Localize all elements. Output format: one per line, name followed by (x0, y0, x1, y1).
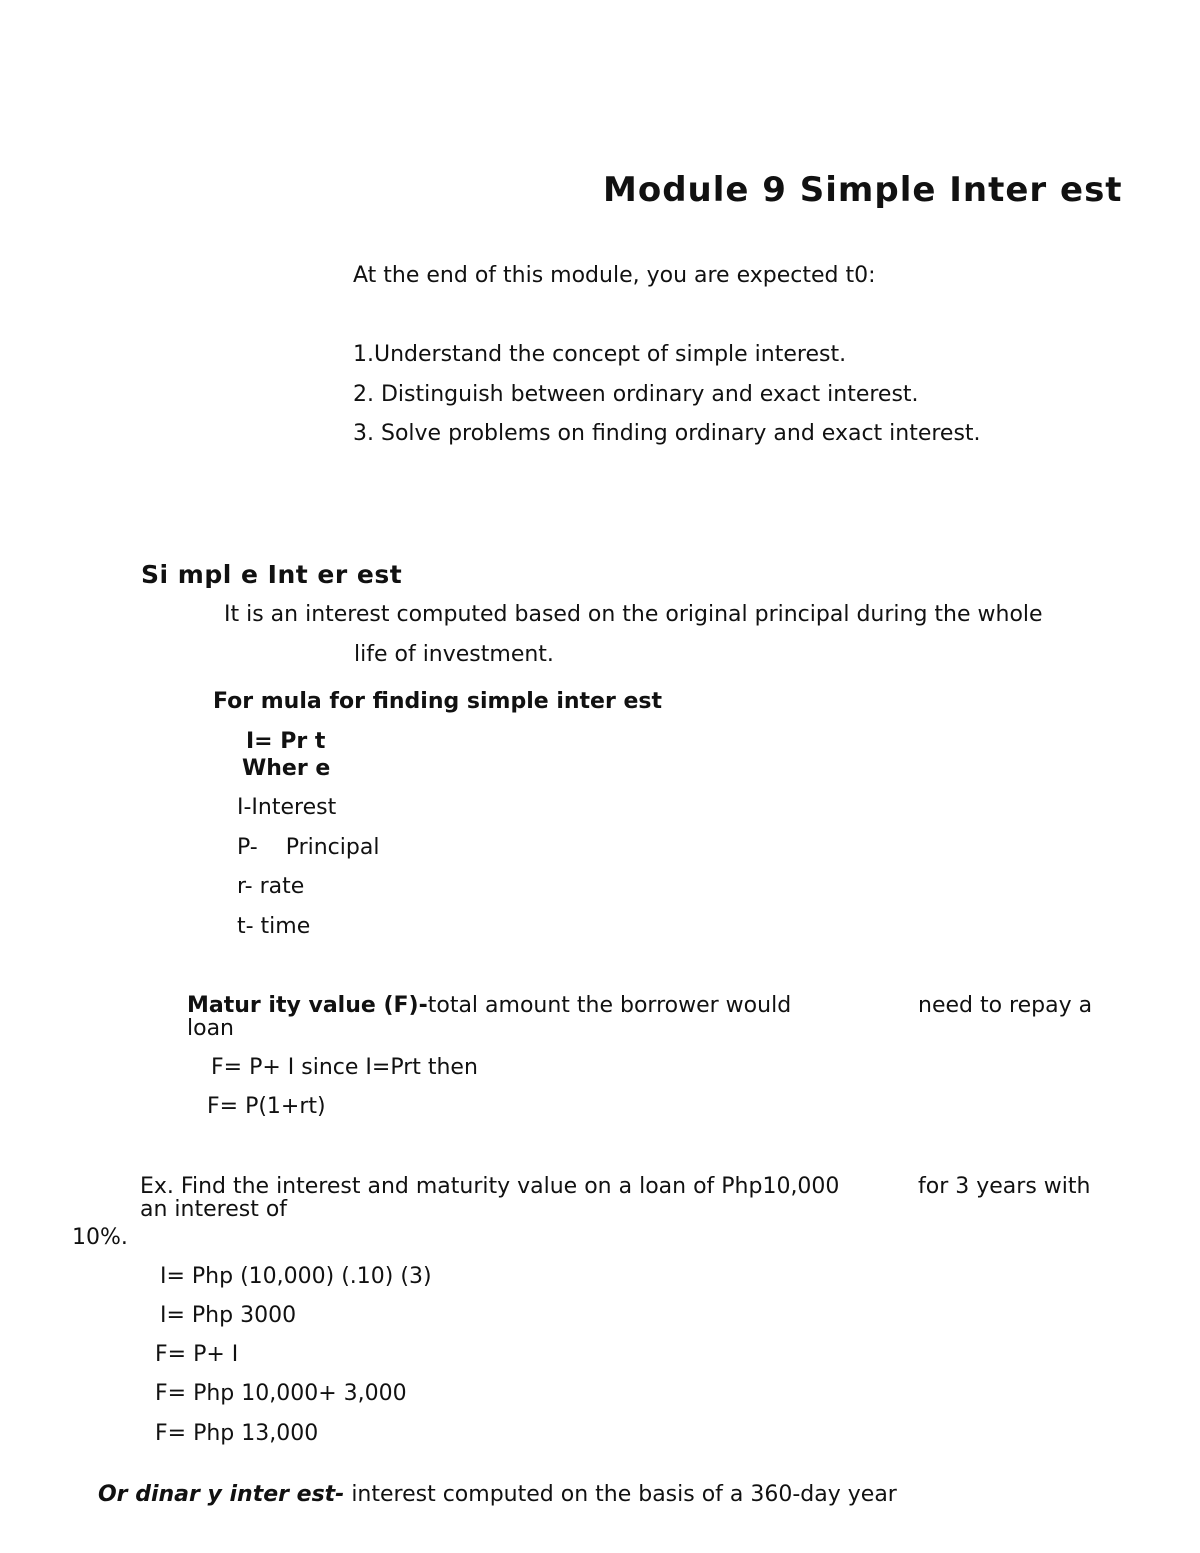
objective-item: 2. Distinguish between ordinary and exact interest. (353, 382, 919, 407)
formula-heading: For mula for finding simple inter est (213, 689, 663, 714)
section-heading: Si mpl e Int er est (141, 560, 403, 589)
example-text: an interest of (140, 1197, 288, 1222)
maturity-formula: F= P(1+rt) (207, 1094, 326, 1119)
maturity-term: Matur ity value (F)- (187, 993, 428, 1018)
ordinary-interest-text: interest computed on the basis of a 360-day year (344, 1482, 897, 1507)
ordinary-interest-term: Or dinar y inter est- (97, 1482, 345, 1507)
example-step: F= Php 10,000+ 3,000 (155, 1381, 407, 1406)
definition-text: It is an interest computed based on the original principal during the whole (224, 602, 1043, 627)
example-text: 10%. (72, 1225, 128, 1250)
maturity-text: need to repay a (918, 993, 1093, 1018)
variable-item: P- Principal (237, 835, 380, 860)
maturity-formula: F= P+ I since I=Prt then (211, 1055, 478, 1080)
example-step: I= Php (10,000) (.10) (3) (160, 1264, 432, 1289)
example-step: I= Php 3000 (160, 1303, 297, 1328)
maturity-text: loan (187, 1016, 234, 1041)
objective-item: 3. Solve problems on finding ordinary and exact interest. (353, 421, 981, 446)
example-text: Ex. Find the interest and maturity value on a loan of Php10,000 (140, 1174, 840, 1199)
page-title: Module 9 Simple Inter est (603, 170, 1123, 210)
ordinary-interest-definition (70, 1462, 897, 1528)
formula: I= Pr t (246, 729, 326, 754)
example-step: F= Php 13,000 (155, 1421, 319, 1446)
objective-item: 1.Understand the concept of simple interest. (353, 342, 847, 367)
variable-item: t- time (237, 914, 311, 939)
definition-text: life of investment. (354, 642, 554, 667)
where-label: Wher e (242, 756, 331, 781)
maturity-text: total amount the borrower would (427, 993, 792, 1018)
variable-item: r- rate (237, 874, 305, 899)
example-step: F= P+ I (155, 1342, 239, 1367)
maturity-definition (187, 995, 791, 1017)
variable-item: I-Interest (237, 795, 337, 820)
objectives-intro: At the end of this module, you are expected t0: (353, 263, 876, 288)
example-text: for 3 years with (918, 1174, 1091, 1199)
